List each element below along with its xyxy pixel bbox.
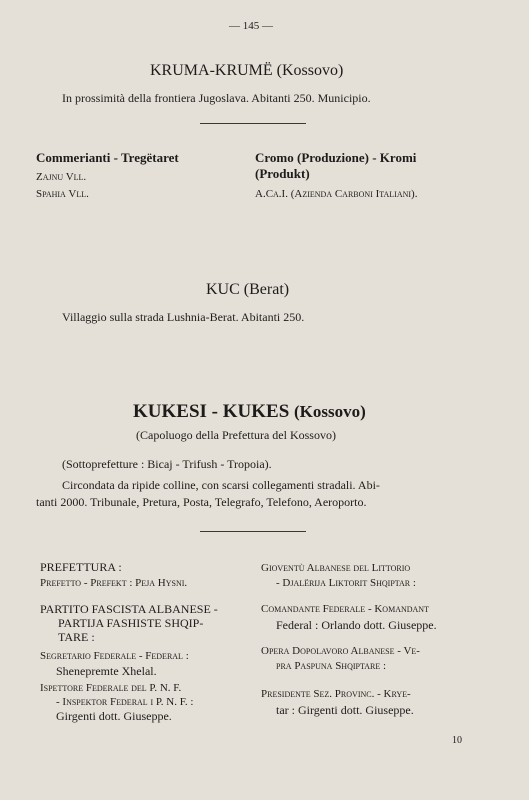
kruma-commerce-title: Commerianti - Tregëtaret bbox=[36, 150, 179, 165]
prefettura-title: PREFETTURA : bbox=[40, 560, 122, 574]
signature-mark: 10 bbox=[452, 735, 462, 746]
kuc-description: Villaggio sulla strada Lushnia-Berat. Abitanti 250. bbox=[62, 310, 305, 324]
segretario-name: Shenepremte Xhelal. bbox=[56, 664, 157, 678]
ispettore-entry-cont: - Inspektor Federal i P. N. F. : bbox=[56, 696, 194, 708]
divider bbox=[200, 531, 306, 532]
kruma-commerce-entry: Zajnu Vll. bbox=[36, 171, 87, 183]
kukesi-heading-region: (Kossovo) bbox=[294, 402, 366, 421]
page-number: — 145 — bbox=[229, 20, 273, 32]
kukesi-subprefectures: (Sottoprefetture : Bicaj - Trifush - Tropoia). bbox=[62, 457, 272, 471]
prefetto-entry: Prefetto - Prefekt : Peja Hysni. bbox=[40, 577, 188, 589]
kruma-commerce-entry: Spahia Vll. bbox=[36, 188, 89, 200]
kruma-cromo-title-cont: (Produkt) bbox=[255, 166, 310, 181]
kruma-cromo-title: Cromo (Produzione) - Kromi bbox=[255, 150, 417, 165]
section-heading-kuc: KUC (Berat) bbox=[206, 281, 290, 298]
kruma-cromo-entry: A.Ca.I. (Azienda Carboni Italiani). bbox=[255, 188, 418, 200]
kukesi-subtitle: (Capoluogo della Prefettura del Kossovo) bbox=[136, 428, 336, 442]
partito-title-cont: PARTIJA FASHISTE SHQIP- bbox=[58, 616, 204, 630]
partito-title-end: TARE : bbox=[58, 630, 95, 644]
presidente-name: tar : Girgenti dott. Giuseppe. bbox=[276, 703, 414, 717]
gioventu-entry-cont: - Djalërija Liktorit Shqiptar : bbox=[276, 577, 416, 589]
ispettore-entry: Ispettore Federale del P. N. F. bbox=[40, 682, 182, 694]
divider bbox=[200, 123, 306, 124]
kruma-description: In prossimità della frontiera Jugoslava. Abitanti 250. Municipio. bbox=[62, 91, 371, 105]
comandante-entry: Comandante Federale - Komandant bbox=[261, 603, 429, 615]
kukesi-heading-main: KUKESI - KUKES bbox=[133, 401, 290, 422]
dopolavoro-entry: Opera Dopolavoro Albanese - Ve- bbox=[261, 645, 420, 657]
section-heading-kukesi bbox=[133, 401, 366, 423]
presidente-entry: Presidente Sez. Provinc. - Krye- bbox=[261, 688, 411, 700]
kukesi-description-cont: tanti 2000. Tribunale, Pretura, Posta, Telegrafo, Telefono, Aeroporto. bbox=[36, 495, 367, 509]
comandante-name: Federal : Orlando dott. Giuseppe. bbox=[276, 618, 437, 632]
ispettore-name: Girgenti dott. Giuseppe. bbox=[56, 709, 172, 723]
segretario-entry: Segretario Federale - Federal : bbox=[40, 650, 189, 662]
gioventu-entry: Gioventù Albanese del Littorio bbox=[261, 562, 411, 574]
section-heading-kruma: KRUMA-KRUMË (Kossovo) bbox=[150, 62, 344, 79]
kukesi-description: Circondata da ripide colline, con scarsi collegamenti stradali. Abi- bbox=[62, 478, 380, 492]
partito-title: PARTITO FASCISTA ALBANESE - bbox=[40, 602, 218, 616]
dopolavoro-entry-cont: pra Paspuna Shqiptare : bbox=[276, 660, 387, 672]
